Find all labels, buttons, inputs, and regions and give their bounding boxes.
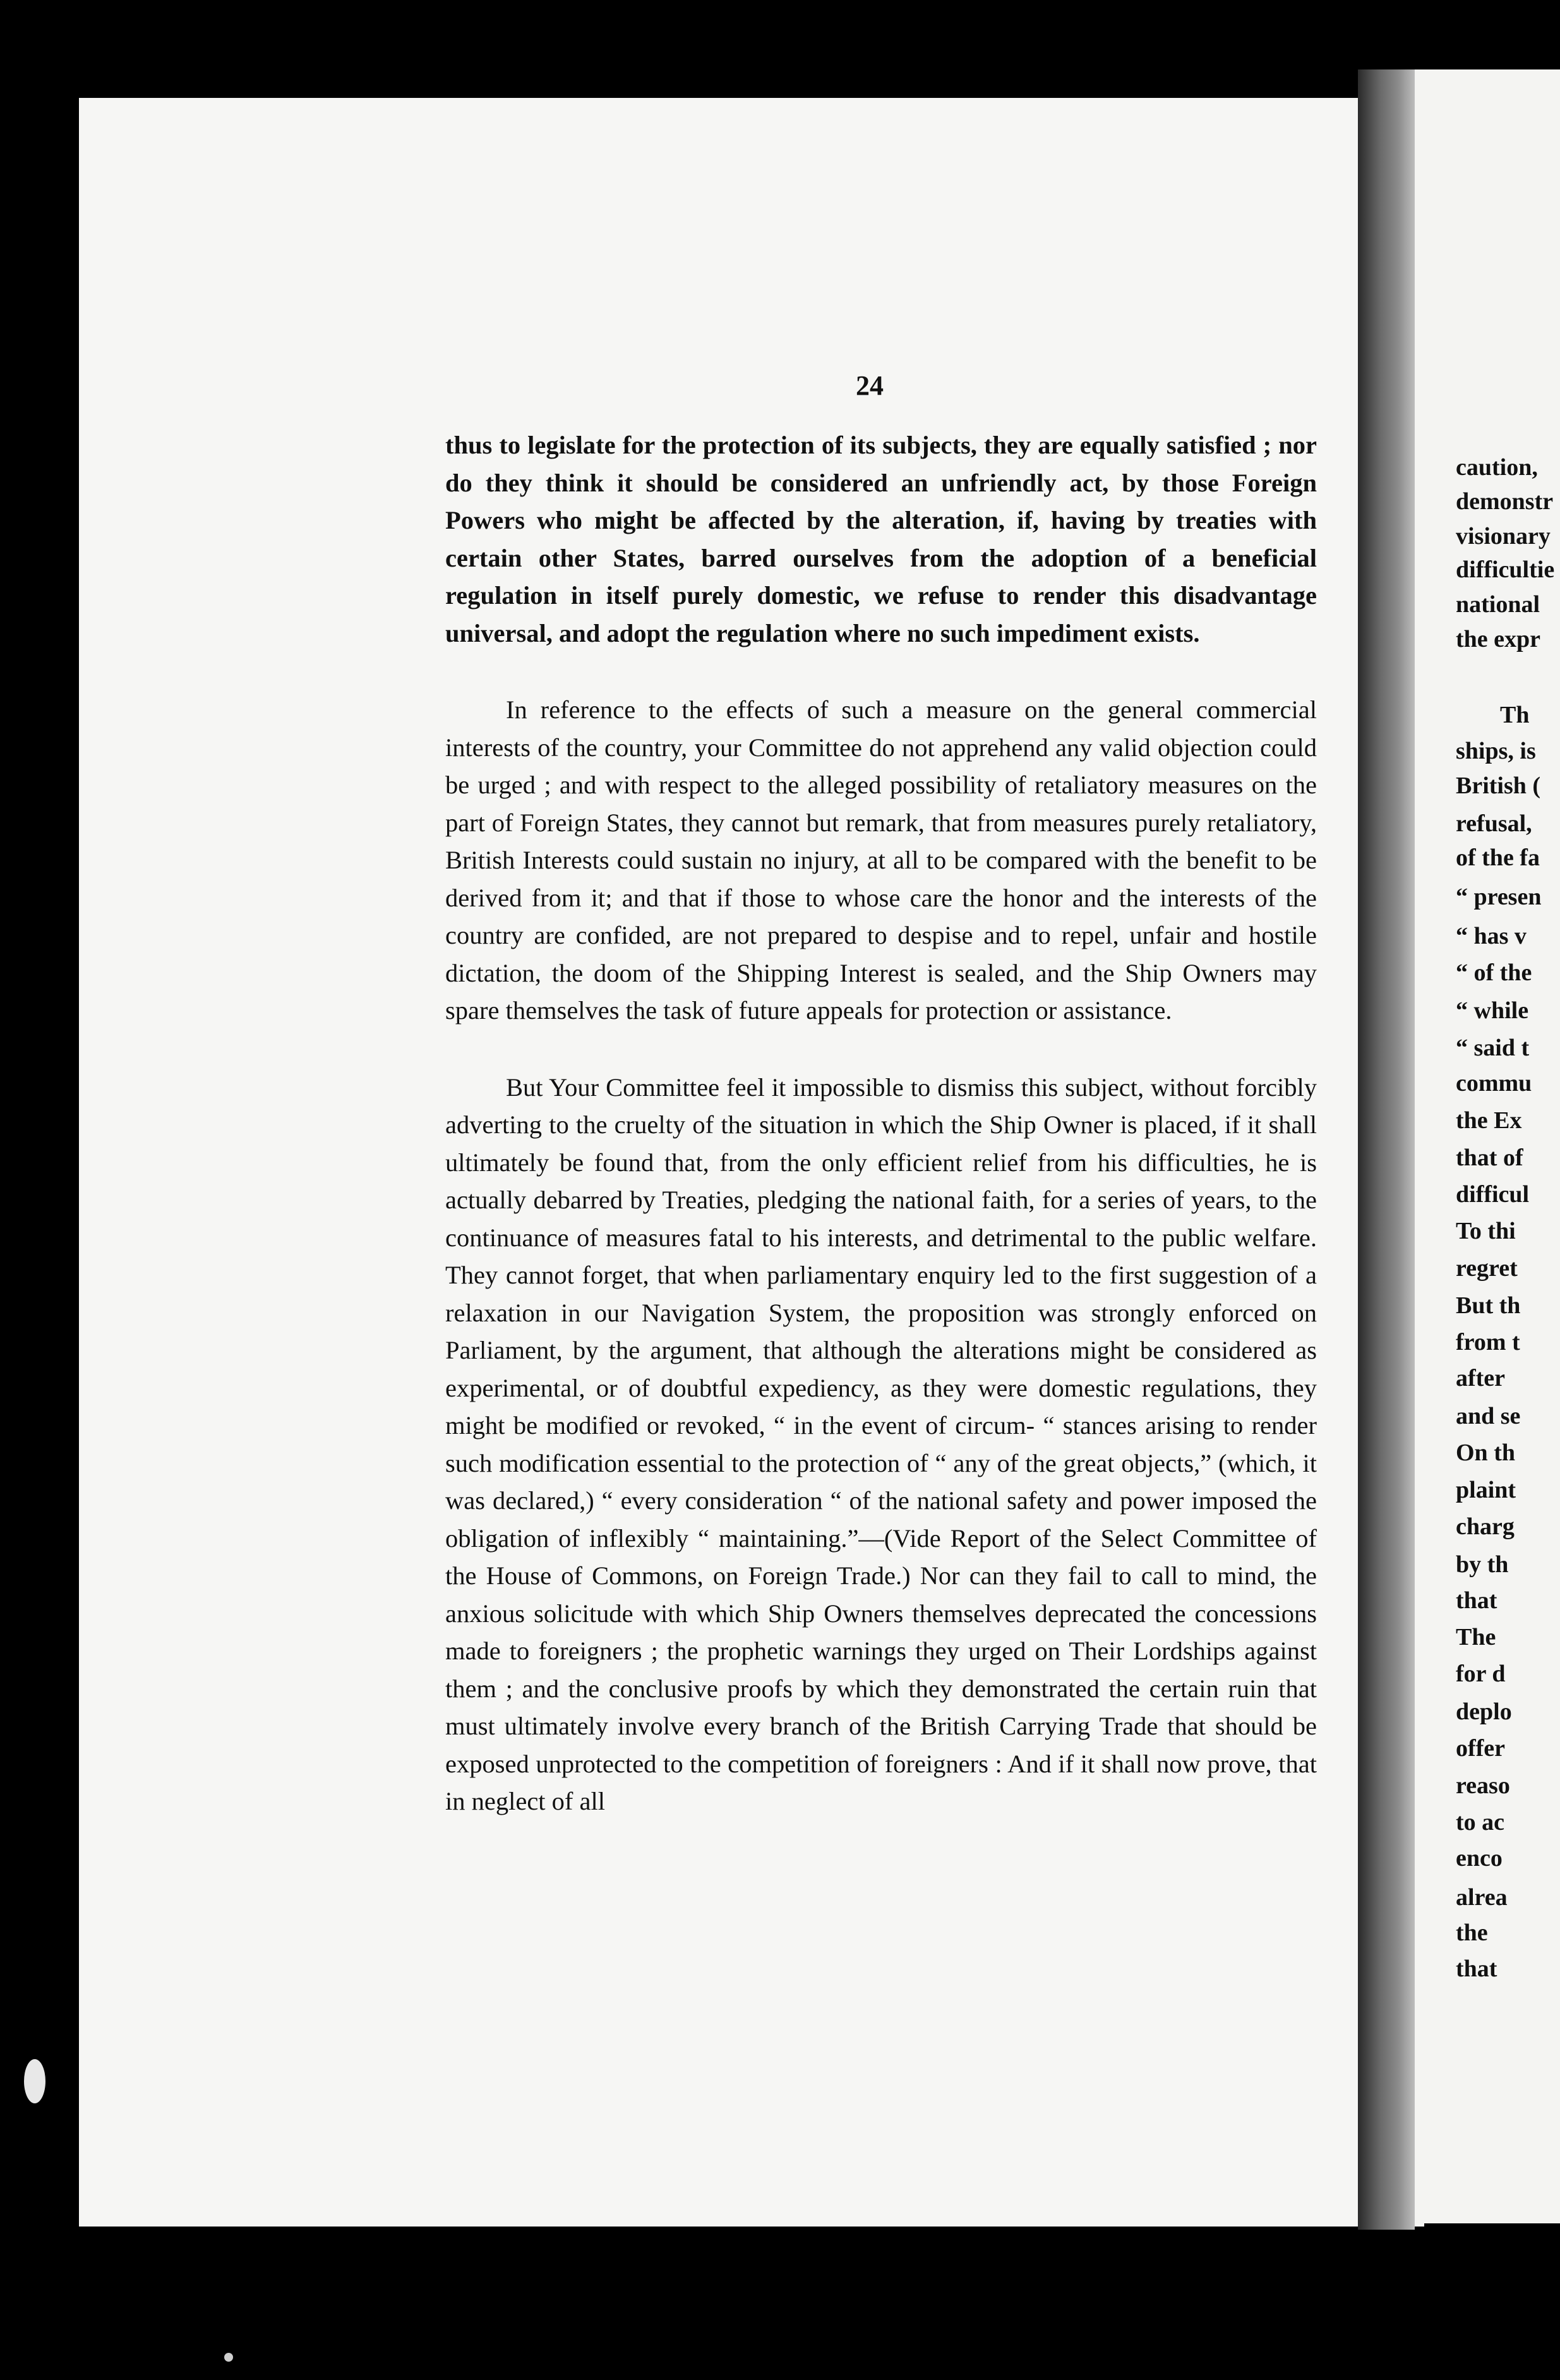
main-text-block xyxy=(445,426,1317,1820)
right-page-line: the xyxy=(1456,1920,1488,1946)
page-speck xyxy=(224,2353,233,2362)
right-page-line: difficultie xyxy=(1456,556,1555,583)
right-page-line: caution, xyxy=(1456,454,1538,481)
right-page-line: visionary xyxy=(1456,523,1551,550)
right-page-line: regret xyxy=(1456,1255,1518,1282)
right-page-line: the Ex xyxy=(1456,1107,1522,1134)
right-page-line: for d xyxy=(1456,1661,1506,1687)
right-page-line: “ said t xyxy=(1456,1035,1530,1061)
right-page-line: difficul xyxy=(1456,1181,1530,1208)
right-page-line: “ while xyxy=(1456,997,1529,1024)
right-page-line: and se xyxy=(1456,1403,1521,1429)
right-page-line: charg xyxy=(1456,1513,1515,1540)
right-page-line: enco xyxy=(1456,1845,1503,1872)
right-page-line: offer xyxy=(1456,1735,1506,1762)
right-page-line: reaso xyxy=(1456,1772,1510,1799)
right-page-line: “ presen xyxy=(1456,884,1542,910)
right-page-line: that xyxy=(1456,1587,1497,1614)
right-page-line: the expr xyxy=(1456,626,1541,652)
paragraph-1: thus to legislate for the protection of its subjects, they are equally satisfied ; nor do they think it should be considered an unfriendly act, by those Foreign Powers who might be affected by the alteration, if, having by treaties with certain other States, barred ourselves from the adoption of a beneficial regulation in itself purely domestic, we refuse to render this disadvantage universal, and adopt the regulation where no such impediment exists. xyxy=(445,431,1317,647)
right-page-line: “ of the xyxy=(1456,959,1532,986)
right-page-line: demonstr xyxy=(1456,488,1554,515)
right-page-line: refusal, xyxy=(1456,810,1532,837)
right-page-line: The xyxy=(1456,1624,1496,1650)
paragraph-3: But Your Committee feel it impossible to dismiss this subject, without forcibly adverting to the cruelty of the situation in which the Ship Owner is placed, if it shall ultimately be found that, from the only efficient relief from his difficulties, he is actually debarred by Treaties, pledging the national faith, for a series of years, to the continuance of measures fatal to his interests, and detrimental to the public welfare. They cannot forget, that when parliamentary enquiry led to the first suggestion of a relaxation in our Navigation System, the proposition was strongly enforced on Parliament, by the argument, that although the alterations might be considered as experimental, or of doubtful expediency, as they were domestic regulations, they might be modified or revoked, “ in the event of circum- “ stances arising to render such modification essential to the protection of “ any of the great objects,” (which, it was declared,) “ every consideration “ of the national safety and power imposed the obligation of inflexibly “ maintaining.”—(Vide Report of the Select Committee of the House of Commons, on Foreign Trade.) Nor can they fail to call to mind, the anxious solicitude with which Ship Owners themselves deprecated the concessions made to foreigners ; the prophetic warnings they urged on Their Lordships against them ; and the conclusive proofs by which they demonstrated the certain ruin that must ultimately involve every branch of the British Carrying Trade that should be exposed unprotected to the competition of foreigners : And if it shall now prove, that in neglect of all xyxy=(445,1073,1317,1815)
right-page-line: plaint xyxy=(1456,1477,1516,1503)
paragraph-2: In reference to the effects of such a measure on the general commercial interests of the country, your Committee do not apprehend any valid objection could be urged ; and with respect to the alleged possibility of retaliatory measures on the part of Foreign States, they cannot but remark, that from measures purely retaliatory, British Interests could sustain no injury, at all to be compared with the benefit to be derived from it; and that if those to whose care the honor and the interests of the country are confided, are not prepared to despise and to repel, unfair and hostile dictation, the doom of the Shipping Interest is sealed, and the Ship Owners may spare themselves the task of future appeals for protection or assistance. xyxy=(445,695,1317,1025)
right-page-line: On th xyxy=(1456,1439,1515,1466)
right-page-line: to ac xyxy=(1456,1809,1505,1836)
right-page-line: after xyxy=(1456,1365,1506,1391)
right-page-line: that of xyxy=(1456,1145,1523,1171)
page-speck xyxy=(24,2059,45,2103)
right-page-line: commu xyxy=(1456,1070,1532,1097)
right-page-line: alrea xyxy=(1456,1884,1508,1911)
page-number: 24 xyxy=(856,370,884,401)
right-page-line: ships, is xyxy=(1456,738,1536,764)
right-page-line: from t xyxy=(1456,1329,1520,1355)
right-page-line: “ has v xyxy=(1456,923,1527,949)
right-page-line: To thi xyxy=(1456,1218,1516,1244)
right-page-line: by th xyxy=(1456,1551,1509,1578)
right-page-line: But th xyxy=(1456,1292,1521,1319)
book-gutter xyxy=(1358,69,1415,2230)
right-page-line: that xyxy=(1456,1956,1497,1982)
right-page-line: of the fa xyxy=(1456,844,1540,871)
right-page-line: British ( xyxy=(1456,772,1541,799)
right-page-line: Th xyxy=(1500,702,1530,728)
right-page-line: national xyxy=(1456,591,1540,618)
right-page-line: deplo xyxy=(1456,1698,1512,1725)
